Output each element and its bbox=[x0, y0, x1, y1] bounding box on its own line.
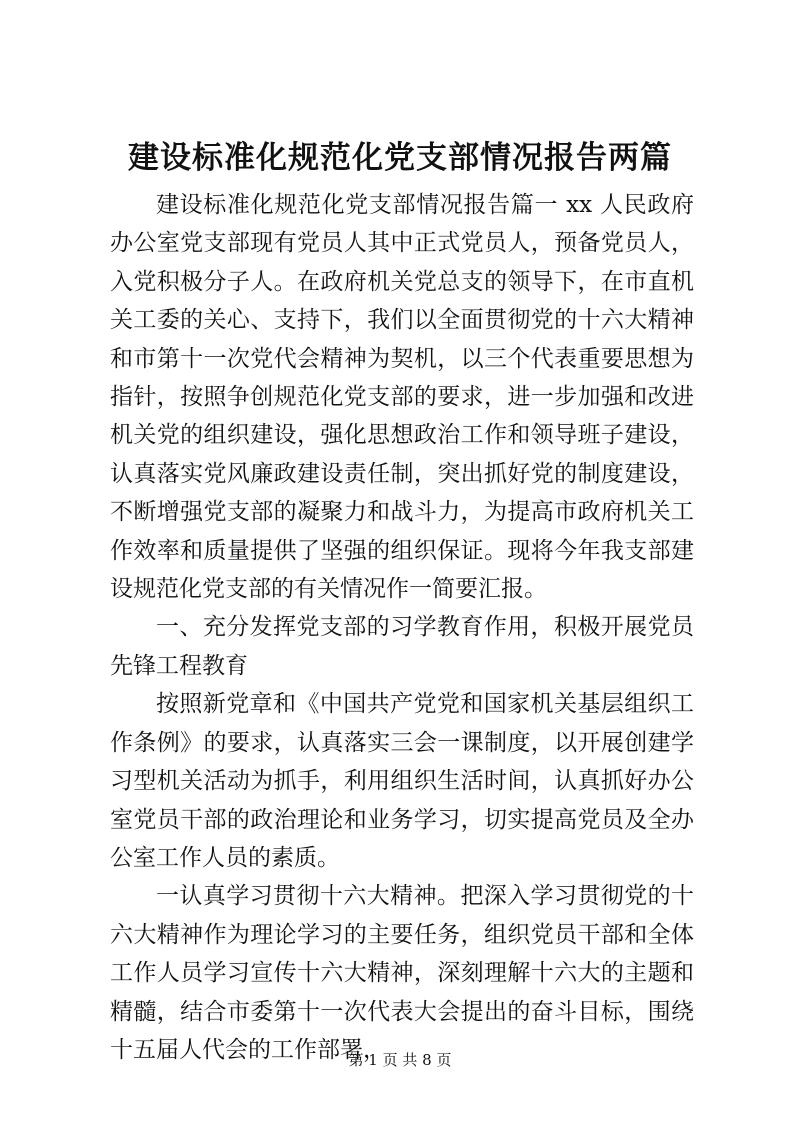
document-title: 建设标准化规范化党支部情况报告两篇 bbox=[128, 140, 672, 176]
paragraph-3: 按照新党章和《中国共产党党和国家机关基层组织工作条例》的要求，认真落实三会一课制度，以开展创建学习型机关活动为抓手，利用组织生活时间，认真抓好办公室党员干部的政治理论和业务学习，切实提高党员及全办公室工作人员的素质。 bbox=[110, 691, 694, 871]
page-footer: 第 1 页 共 8 页 bbox=[348, 1051, 452, 1069]
paragraph-1: 建设标准化规范化党支部情况报告篇一 xx 人民政府办公室党支部现有党员人其中正式党员人，预备党员人，入党积极分子人。在政府机关党总支的领导下，在市直机关工委的关心、支持下，我们以全面贯彻党的十六大精神和市第十一次党代会精神为契机，以三个代表重要思想为指针，按照争创规范化党支部的要求，进一步加强和改进机关党的组织建设，强化思想政治工作和领导班子建设，认真落实党风廉政建设责任制，突出抓好党的制度建设，不断增强党支部的凝聚力和战斗力，为提高市政府机关工作效率和质量提供了坚强的组织保证。现将今年我支部建设规范化党支部的有关情况作一简要汇报。 bbox=[110, 192, 694, 603]
paragraph-4: 一认真学习贯彻十六大精神。把深入学习贯彻党的十六大精神作为理论学习的主要任务，组织党员干部和全体工作人员学习宣传十六大精神，深刻理解十六大的主题和精髓，结合市委第十一次代表大会提出的奋斗目标，围绕十五届人代会的工作部署， bbox=[110, 883, 694, 1063]
document-body bbox=[110, 186, 694, 1069]
paragraph-2: 一、充分发挥党支部的习学教育作用，积极开展党员先锋工程教育 bbox=[110, 614, 694, 679]
